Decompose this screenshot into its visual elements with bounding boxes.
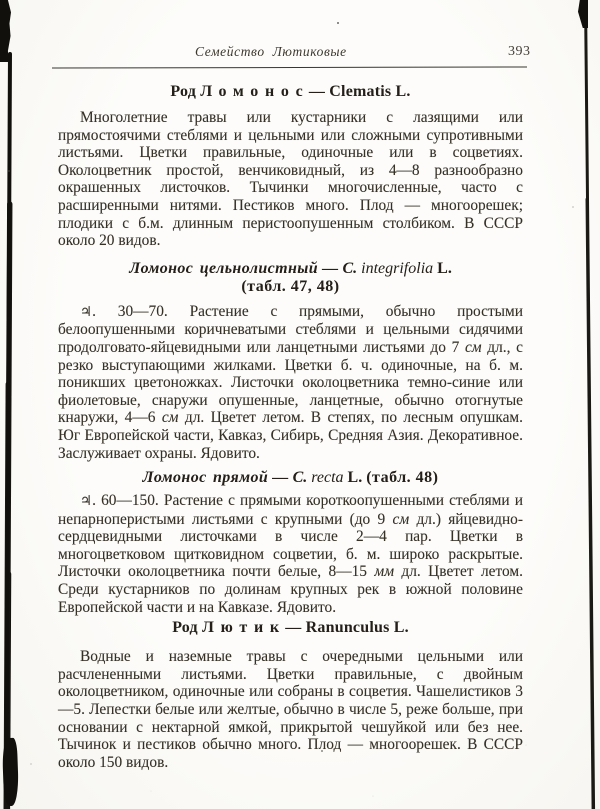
- species-heading-line: [58, 260, 523, 277]
- tables-note: (табл. 47, 48): [241, 277, 340, 295]
- dash: —: [285, 619, 302, 637]
- perennial-symbol-icon: ♃: [80, 303, 93, 320]
- genus-abbrev-latin: C.: [292, 469, 308, 487]
- species-description-text: . 30—70. Растение с прямыми, обычно простыми белоопушенными коричневатыми стеблями и цельными сидячими продолговато-яйцевидными или ланцетными листьями до 7 см дл., с резко выступающими жилками. Цветки б. ч. одиночные, на б. м. поникших цветоножках. Листочки околоцветника темно-синие или фиолетовые, снаружи опушенные, ланцетные, обычно отогнутые кнаружи, 4—6 см дл. Цветет летом. В степях, по лесным опушкам. Юг Европейской части, Кавказ, Сибирь, Средняя Азия. Декоративное. Заслуживает охраны. Ядовито.: [58, 302, 524, 462]
- genus-description-ranunculus: Водные и наземные травы с очередными цельными или расчлененными листьями. Цветки правильные, с двойным околоцветником, одиночные или собраны в соцветия. Чашелистиков 3—5. Лепестки белые или желтые, обычно в числе 5, реже больше, при основании с нектарной ямкой, прикрытой чешуйкой или без нее. Тычинок и пестиков обычно много. Плод — многоорешек. В СССР около 150 видов.: [58, 648, 523, 771]
- perennial-symbol-icon: ♃: [80, 493, 93, 510]
- header-rule: [52, 67, 527, 69]
- species-heading-recta: [58, 469, 523, 486]
- dash: —: [322, 259, 339, 277]
- scan-noise-specks: [0, 0, 2, 2]
- species-description-text: . 60—150. Растение с прямыми короткоопушенными стеблями и непарноперистыми листьями с крупными (до 9 см дл.) яйцевидно-сердцевидными листочками в числе 2—4 пар. Цветки в многоцветковом щитковидном соцветии, б. м. широко раскрытые. Листочки околоцветника почти белые, 8—15 мм дл. Цветет летом. Среди кустарников по долинам крупных рек в южной половине Европейской части и на Кавказе. Ядовито.: [58, 492, 523, 616]
- species-epithet-latin: recta: [311, 469, 344, 487]
- dash: —: [308, 83, 326, 100]
- genus-rank: Род: [172, 619, 198, 637]
- species-heading-integrifolia: [58, 260, 523, 295]
- author-abbrev: L.: [437, 259, 452, 277]
- genus-rank: Род: [170, 83, 196, 100]
- author-abbrev: L.: [347, 469, 363, 487]
- tables-note: (табл. 48): [366, 469, 439, 487]
- genus-name-ru: Ломонос: [200, 83, 310, 100]
- family-title: Семейство Лютиковые: [195, 44, 347, 59]
- genus-name-ru: Лютик: [202, 619, 286, 637]
- species-description-integrifolia: [58, 303, 523, 462]
- species-epithet-latin: integrifolia: [361, 259, 434, 277]
- genus-heading-clematis: [58, 83, 523, 101]
- genus-abbrev-latin: C.: [342, 259, 358, 277]
- author-abbrev: L.: [393, 619, 409, 637]
- page-number: 393: [508, 44, 531, 59]
- genus-heading-ranunculus: [58, 619, 523, 637]
- genus-name-latin: Clematis: [329, 83, 392, 100]
- author-abbrev: L.: [395, 83, 411, 100]
- scan-artifact-right-top: [578, 0, 588, 28]
- genus-description-clematis: Многолетние травы или кустарники с лазящими или прямостоячими стеблями и цельными или сложными супротивными листьями. Цветки правильные, одиночные или в соцветиях. Околоцветник простой, венчиковидный, из 4—8 разнообразно окрашенных листочков. Тычинки многочисленные, часто с расширенными нитями. Пестиков много. Плод — многоорешек; плодики с б.м. длинным перистоопушенным столбиком. В СССР около 20 видов.: [58, 109, 523, 250]
- running-head: [58, 44, 531, 62]
- dash: —: [272, 469, 289, 487]
- species-name-ru: Ломонос прямой: [142, 469, 269, 487]
- page-content: [0, 44, 600, 771]
- species-name-ru: Ломонос цельнолистный: [129, 259, 319, 277]
- species-description-recta: [58, 492, 523, 616]
- genus-name-latin: Ranunculus: [305, 619, 390, 637]
